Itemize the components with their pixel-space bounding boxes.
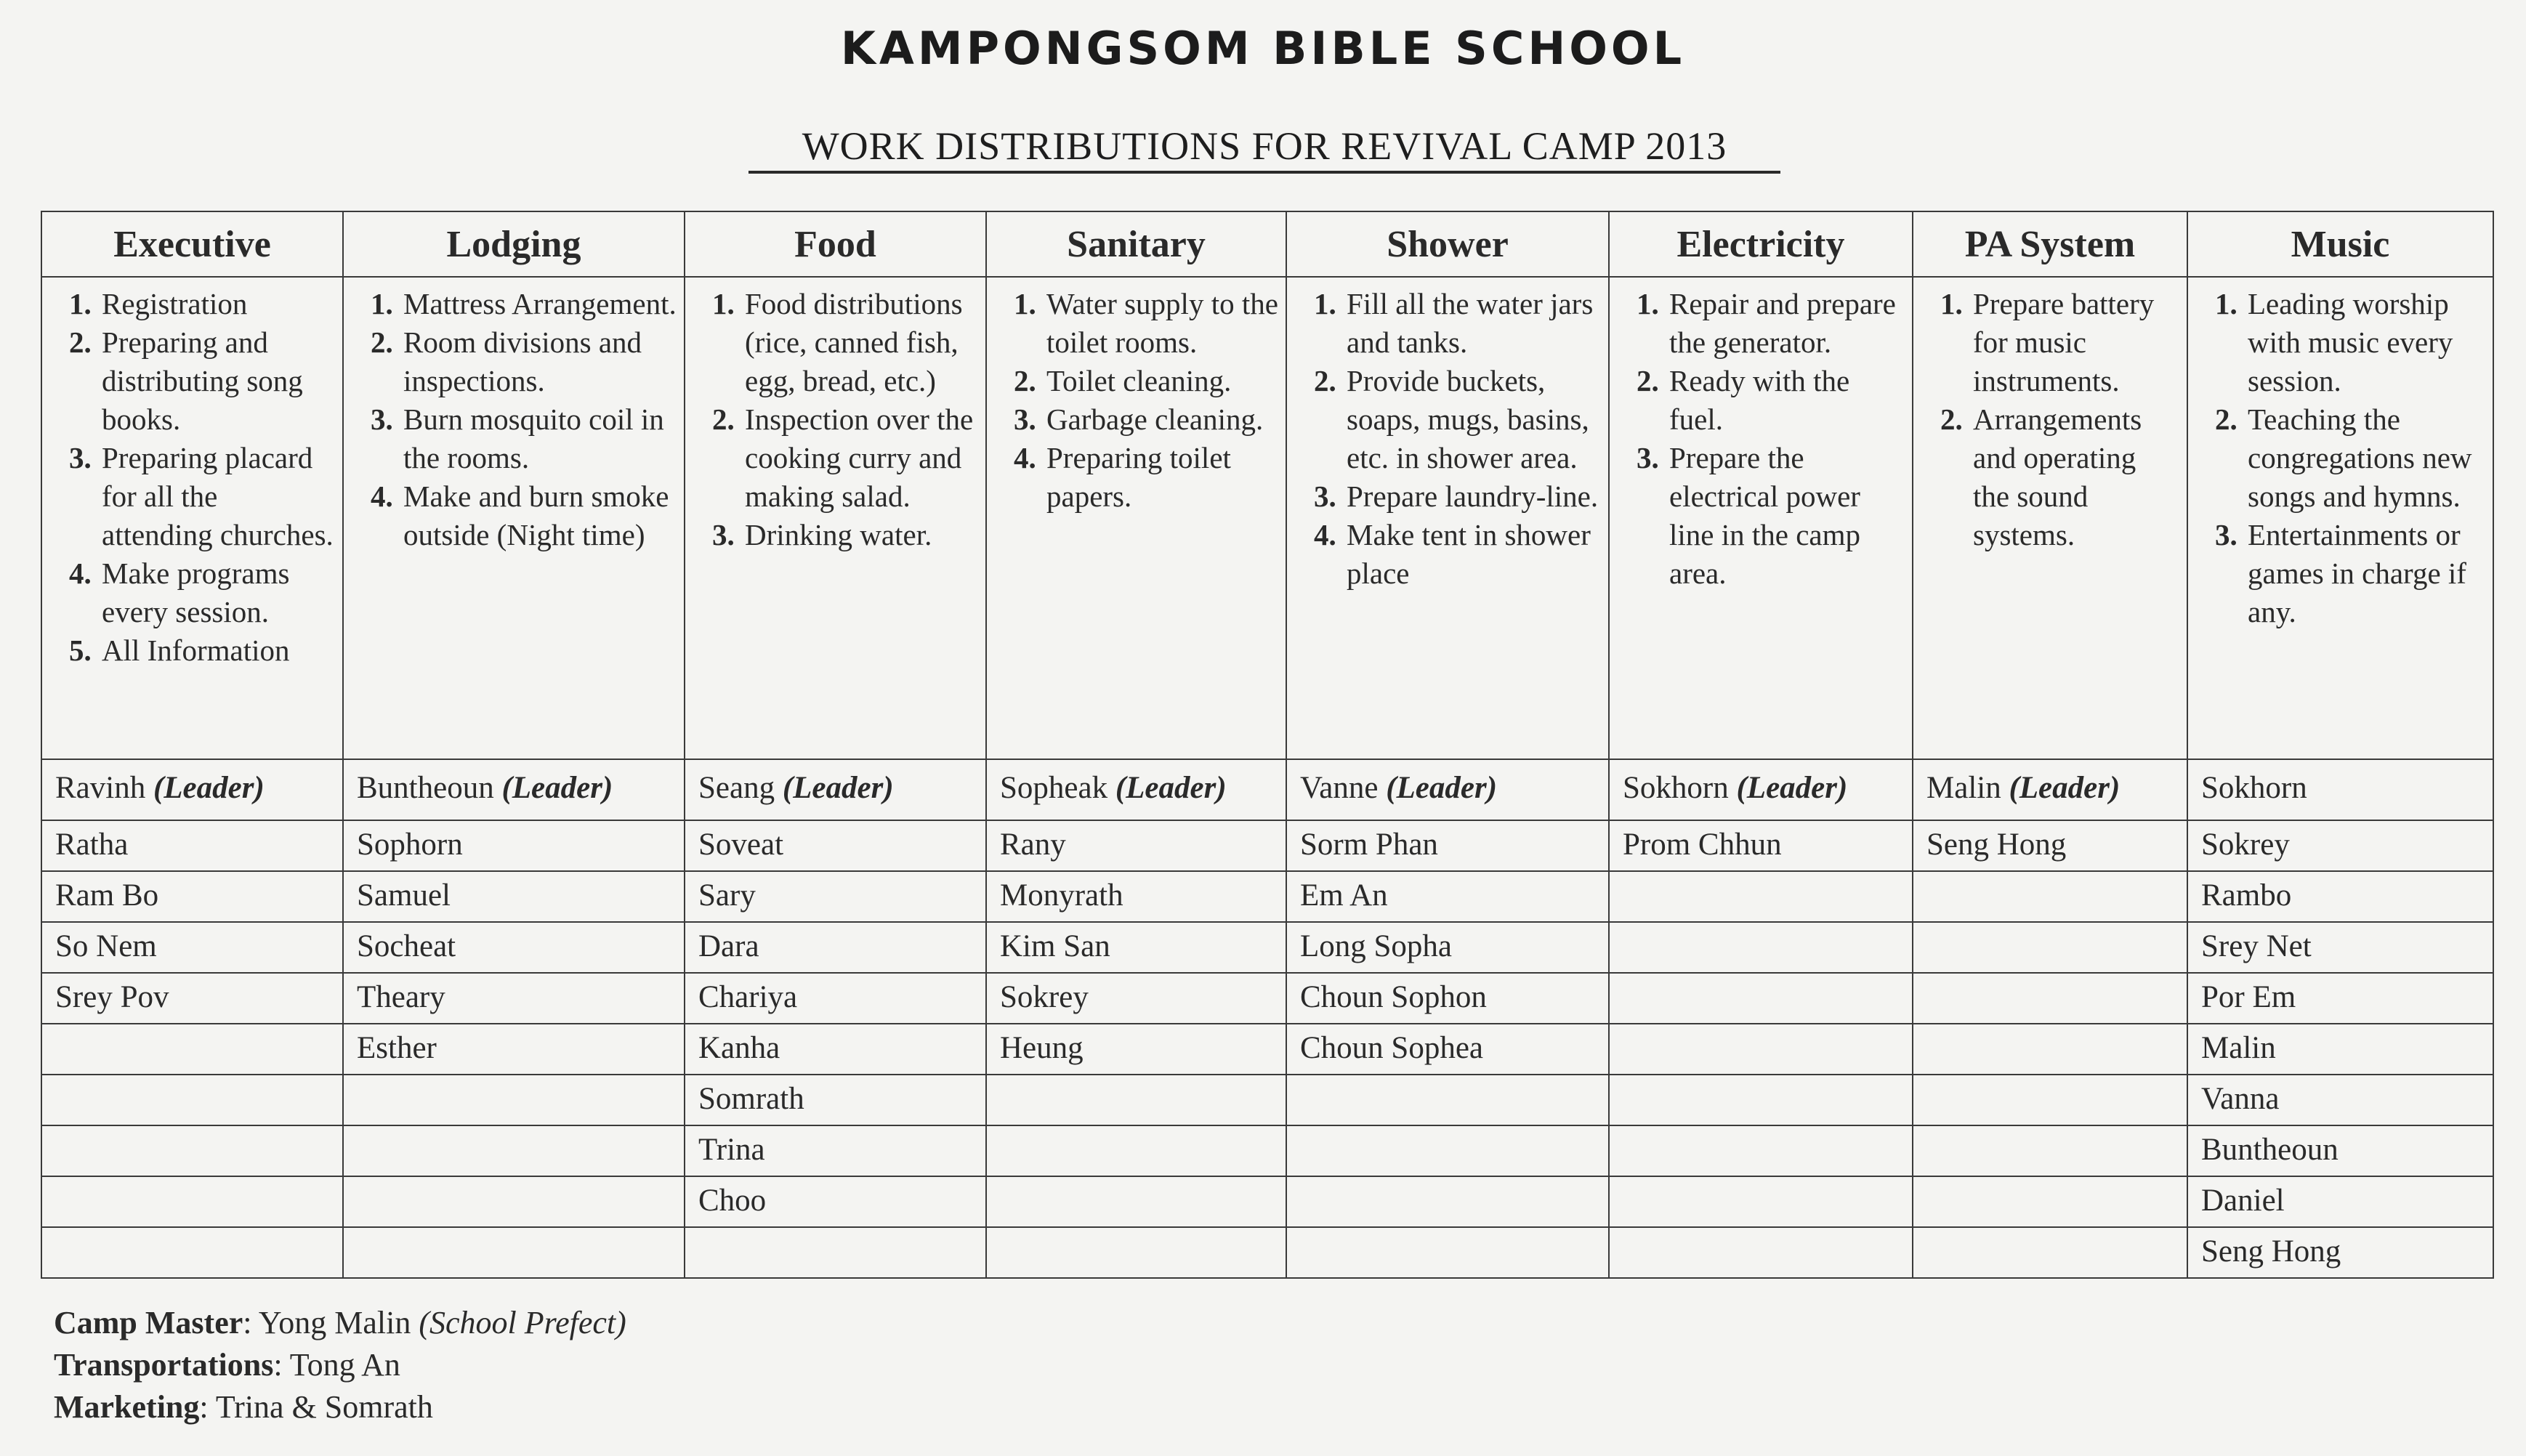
- member-cell: Ram Bo: [41, 871, 343, 922]
- leader-role-tag: (Leader): [153, 771, 265, 805]
- member-cell: [41, 1176, 343, 1227]
- duty-item: 1. Water supply to the toilet rooms.: [1044, 285, 1278, 362]
- leader-cell: [685, 759, 986, 820]
- member-cell: [343, 1125, 685, 1176]
- duty-item: 2. Inspection over the cooking curry and making salad.: [742, 400, 978, 516]
- member-cell: [1913, 922, 2187, 973]
- leader-role-tag: (Leader): [501, 771, 613, 805]
- member-cell: [1286, 1227, 1609, 1278]
- member-cell: Vanna: [2187, 1075, 2493, 1125]
- member-cell: Seng Hong: [1913, 820, 2187, 871]
- member-cell: [1286, 1125, 1609, 1176]
- duty-list: [52, 285, 335, 670]
- duties-cell: [2187, 277, 2493, 759]
- leader-name: Sopheak: [1000, 771, 1108, 805]
- column-header: Sanitary: [986, 211, 1286, 277]
- member-cell: Por Em: [2187, 973, 2493, 1024]
- member-cell: Malin: [2187, 1024, 2493, 1075]
- duty-list: [997, 285, 1278, 516]
- school-title: KAMPONGSOM BIBLE SCHOOL: [840, 22, 1686, 75]
- member-cell: Sokrey: [2187, 820, 2493, 871]
- leader-cell: [986, 759, 1286, 820]
- duty-list: [354, 285, 677, 554]
- member-row: [41, 973, 2493, 1024]
- member-row: [41, 922, 2493, 973]
- member-cell: [41, 1227, 343, 1278]
- leader-role-tag: (Leader): [1736, 771, 1848, 805]
- member-cell: Choun Sophon: [1286, 973, 1609, 1024]
- member-cell: [41, 1075, 343, 1125]
- member-cell: [1913, 871, 2187, 922]
- camp-master-line: Camp Master: Yong Malin (School Prefect): [54, 1305, 626, 1340]
- member-cell: [1609, 1125, 1913, 1176]
- duty-item: 2. Provide buckets, soaps, mugs, basins, etc. in shower area.: [1344, 362, 1601, 477]
- duties-cell: [685, 277, 986, 759]
- member-cell: [1913, 1176, 2187, 1227]
- member-cell: [1913, 1125, 2187, 1176]
- member-cell: [41, 1125, 343, 1176]
- member-cell: [1286, 1075, 1609, 1125]
- member-cell: Ratha: [41, 820, 343, 871]
- duty-item: 2. Arrangements and operating the sound systems.: [1970, 400, 2179, 554]
- duties-cell: [1913, 277, 2187, 759]
- member-cell: Daniel: [2187, 1176, 2493, 1227]
- member-cell: Heung: [986, 1024, 1286, 1075]
- marketing-value: Trina & Somrath: [215, 1389, 433, 1425]
- duty-item: 2. Toilet cleaning.: [1044, 362, 1278, 400]
- column-header: Food: [685, 211, 986, 277]
- member-cell: Theary: [343, 973, 685, 1024]
- duty-list: [695, 285, 978, 554]
- member-cell: Sary: [685, 871, 986, 922]
- member-cell: Choun Sophea: [1286, 1024, 1609, 1075]
- camp-master-value: Yong Malin: [258, 1305, 411, 1340]
- duty-item: 1. Repair and prepare the generator.: [1666, 285, 1905, 362]
- member-cell: Sophorn: [343, 820, 685, 871]
- leader-cell: [1286, 759, 1609, 820]
- member-cell: Seng Hong: [2187, 1227, 2493, 1278]
- duties-cell: [1609, 277, 1913, 759]
- member-cell: Rambo: [2187, 871, 2493, 922]
- duty-item: 2. Preparing and distributing song books.: [99, 323, 335, 439]
- duty-item: 4. Make tent in shower place: [1344, 516, 1601, 593]
- column-header: Executive: [41, 211, 343, 277]
- member-cell: Sokrey: [986, 973, 1286, 1024]
- document-title: WORK DISTRIBUTIONS FOR REVIVAL CAMP 2013: [748, 125, 1780, 174]
- member-cell: [41, 1024, 343, 1075]
- member-cell: [1913, 1024, 2187, 1075]
- member-cell: Kim San: [986, 922, 1286, 973]
- member-cell: [986, 1075, 1286, 1125]
- duty-list: [1924, 285, 2179, 554]
- leader-name: Sokhorn: [1623, 771, 1729, 805]
- member-cell: Soveat: [685, 820, 986, 871]
- member-cell: Srey Pov: [41, 973, 343, 1024]
- member-row: [41, 820, 2493, 871]
- column-header: Electricity: [1609, 211, 1913, 277]
- leader-cell: [343, 759, 685, 820]
- duty-item: 3. Entertainments or games in charge if any.: [2245, 516, 2485, 631]
- leader-name: Sokhorn: [2201, 771, 2307, 805]
- duties-cell: [1286, 277, 1609, 759]
- column-header: Lodging: [343, 211, 685, 277]
- duty-item: 2. Room divisions and inspections.: [400, 323, 677, 400]
- marketing-label: Marketing: [54, 1389, 200, 1425]
- member-row: [41, 1024, 2493, 1075]
- leader-role-tag: (Leader): [1115, 771, 1227, 805]
- duty-item: 3. Prepare the electrical power line in the camp area.: [1666, 439, 1905, 593]
- member-cell: [1913, 973, 2187, 1024]
- transportations-label: Transportations: [54, 1347, 274, 1383]
- leader-name: Malin: [1926, 771, 2001, 805]
- member-cell: Long Sopha: [1286, 922, 1609, 973]
- member-cell: [1609, 922, 1913, 973]
- duty-item: 4. Make and burn smoke outside (Night time): [400, 477, 677, 554]
- transportations-value: Tong An: [289, 1347, 400, 1383]
- member-cell: [1913, 1227, 2187, 1278]
- member-cell: [1609, 1024, 1913, 1075]
- member-cell: [986, 1176, 1286, 1227]
- member-cell: Socheat: [343, 922, 685, 973]
- member-row: [41, 1227, 2493, 1278]
- duty-item: 3. Preparing placard for all the attending churches.: [99, 439, 335, 554]
- member-cell: Samuel: [343, 871, 685, 922]
- member-cell: [1286, 1176, 1609, 1227]
- duty-list: [1620, 285, 1905, 593]
- duty-item: 1. Leading worship with music every session.: [2245, 285, 2485, 400]
- column-header: PA System: [1913, 211, 2187, 277]
- column-header: Shower: [1286, 211, 1609, 277]
- duties-row: [41, 277, 2493, 759]
- duty-item: 2. Ready with the fuel.: [1666, 362, 1905, 439]
- member-cell: Sorm Phan: [1286, 820, 1609, 871]
- leader-cell: [1609, 759, 1913, 820]
- member-cell: Monyrath: [986, 871, 1286, 922]
- member-cell: [1609, 973, 1913, 1024]
- member-cell: Em An: [1286, 871, 1609, 922]
- member-cell: [1609, 871, 1913, 922]
- duties-cell: [343, 277, 685, 759]
- duty-list: [1297, 285, 1601, 593]
- member-cell: Buntheoun: [2187, 1125, 2493, 1176]
- member-cell: Trina: [685, 1125, 986, 1176]
- duty-item: 1. Fill all the water jars and tanks.: [1344, 285, 1601, 362]
- member-cell: Rany: [986, 820, 1286, 871]
- duty-item: 3. Garbage cleaning.: [1044, 400, 1278, 439]
- work-distribution-table: [41, 211, 2494, 1279]
- member-cell: [685, 1227, 986, 1278]
- leader-name: Buntheoun: [357, 771, 494, 805]
- duty-item: 3. Drinking water.: [742, 516, 978, 554]
- table-body: [41, 277, 2493, 1278]
- duty-item: 1. Food distributions (rice, canned fish, egg, bread, etc.): [742, 285, 978, 400]
- duty-item: 1. Registration: [99, 285, 335, 323]
- member-cell: [343, 1176, 685, 1227]
- member-cell: [1609, 1176, 1913, 1227]
- duty-list: [2198, 285, 2485, 631]
- member-row: [41, 1176, 2493, 1227]
- member-cell: Srey Net: [2187, 922, 2493, 973]
- member-cell: Dara: [685, 922, 986, 973]
- leader-cell: [2187, 759, 2493, 820]
- member-row: [41, 1125, 2493, 1176]
- duty-item: 4. Make programs every session.: [99, 554, 335, 631]
- member-cell: [1609, 1075, 1913, 1125]
- duty-item: 3. Prepare laundry-line.: [1344, 477, 1601, 516]
- member-cell: [986, 1125, 1286, 1176]
- camp-master-label: Camp Master: [54, 1305, 243, 1340]
- leader-name: Vanne: [1300, 771, 1379, 805]
- member-cell: [343, 1075, 685, 1125]
- member-cell: Esther: [343, 1024, 685, 1075]
- column-header: Music: [2187, 211, 2493, 277]
- duty-item: 4. Preparing toilet papers.: [1044, 439, 1278, 516]
- camp-master-note: (School Prefect): [419, 1305, 626, 1340]
- member-row: [41, 1075, 2493, 1125]
- member-cell: [1609, 1227, 1913, 1278]
- member-cell: Somrath: [685, 1075, 986, 1125]
- member-cell: Choo: [685, 1176, 986, 1227]
- member-cell: [986, 1227, 1286, 1278]
- transportations-line: Transportations: Tong An: [54, 1347, 400, 1383]
- member-cell: Kanha: [685, 1024, 986, 1075]
- leader-name: Seang: [698, 771, 775, 805]
- leader-name: Ravinh: [55, 771, 146, 805]
- member-cell: [343, 1227, 685, 1278]
- member-cell: So Nem: [41, 922, 343, 973]
- member-cell: [1913, 1075, 2187, 1125]
- duty-item: 5. All Information: [99, 631, 335, 670]
- member-row: [41, 871, 2493, 922]
- duty-item: 1. Mattress Arrangement.: [400, 285, 677, 323]
- leader-role-tag: (Leader): [2009, 771, 2121, 805]
- duty-item: 2. Teaching the congregations new songs and hymns.: [2245, 400, 2485, 516]
- leader-cell: [1913, 759, 2187, 820]
- table-header-row: [41, 211, 2493, 277]
- footer: [54, 1302, 626, 1428]
- duty-item: 3. Burn mosquito coil in the rooms.: [400, 400, 677, 477]
- duties-cell: [986, 277, 1286, 759]
- member-cell: Prom Chhun: [1609, 820, 1913, 871]
- marketing-line: Marketing: Trina & Somrath: [54, 1389, 433, 1425]
- member-cell: Chariya: [685, 973, 986, 1024]
- leader-role-tag: (Leader): [782, 771, 894, 805]
- leader-role-tag: (Leader): [1386, 771, 1498, 805]
- duties-cell: [41, 277, 343, 759]
- duty-item: 1. Prepare battery for music instruments.: [1970, 285, 2179, 400]
- leader-cell: [41, 759, 343, 820]
- leader-row: [41, 759, 2493, 820]
